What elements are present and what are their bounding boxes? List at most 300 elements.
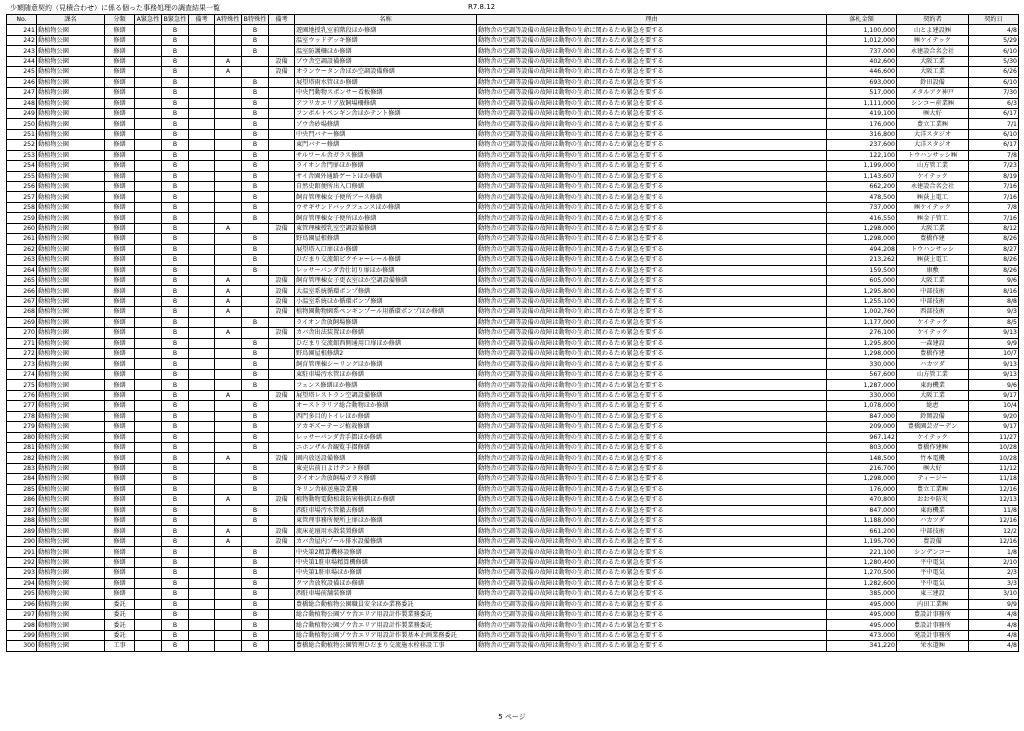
cell-note-2 bbox=[269, 599, 295, 609]
cell-contractor: 東海機業 bbox=[897, 505, 969, 515]
cell-no: 300 bbox=[7, 641, 37, 651]
cell-name: 東管理棟授乳室空調設備修繕 bbox=[295, 223, 477, 233]
table-row bbox=[7, 286, 1019, 296]
cell-reason: 動物舎の空調等設備の故障は動物の生命に関わるため緊急を要する bbox=[477, 589, 827, 599]
cell-urgency-a bbox=[135, 432, 162, 442]
cell-amount: 737,000 bbox=[827, 202, 897, 212]
cell-dept: 動植物公園 bbox=[37, 338, 105, 348]
cell-category: 修繕 bbox=[105, 244, 135, 254]
cell-note-1 bbox=[189, 609, 215, 619]
cell-note-2: 設備 bbox=[269, 390, 295, 400]
cell-no: 285 bbox=[7, 484, 37, 494]
cell-category: 修繕 bbox=[105, 369, 135, 379]
table-row bbox=[7, 182, 1019, 192]
cell-note-2 bbox=[269, 338, 295, 348]
cell-date: 1/8 bbox=[969, 547, 1019, 557]
cell-note-1 bbox=[189, 192, 215, 202]
cell-dept: 動植物公園 bbox=[37, 255, 105, 265]
cell-special-b bbox=[242, 56, 269, 66]
cell-name: ゾウ舎空調設備修繕 bbox=[295, 56, 477, 66]
cell-dept: 動植物公園 bbox=[37, 495, 105, 505]
cell-amount: 567,600 bbox=[827, 369, 897, 379]
cell-category: 修繕 bbox=[105, 474, 135, 484]
cell-reason: 動物舎の空調等設備の故障は動物の生命に関わるため緊急を要する bbox=[477, 88, 827, 98]
cell-reason: 動物舎の空調等設備の故障は動物の生命に関わるため緊急を要する bbox=[477, 432, 827, 442]
cell-contractor: ケイテック bbox=[897, 317, 969, 327]
cell-contractor: 平中電気 bbox=[897, 557, 969, 567]
cell-special-a bbox=[215, 35, 242, 45]
table-row bbox=[7, 557, 1019, 567]
cell-special-b: B bbox=[242, 630, 269, 640]
cell-reason: 動物舎の空調等設備の故障は動物の生命に関わるため緊急を要する bbox=[477, 380, 827, 390]
cell-special-a: A bbox=[215, 328, 242, 338]
cell-name: サイ舎園外通路ゲートほか修繕 bbox=[295, 171, 477, 181]
cell-urgency-b: B bbox=[162, 495, 189, 505]
cell-note-1 bbox=[189, 349, 215, 359]
cell-urgency-b: B bbox=[162, 547, 189, 557]
table-row bbox=[7, 463, 1019, 473]
cell-special-a bbox=[215, 401, 242, 411]
cell-no: 257 bbox=[7, 192, 37, 202]
cell-name: 温室ウッドデッキ修繕 bbox=[295, 35, 477, 45]
cell-special-b bbox=[242, 307, 269, 317]
cell-urgency-a bbox=[135, 108, 162, 118]
cell-name: 展望塔レストラン空調設備修繕 bbox=[295, 390, 477, 400]
cell-dept: 動植物公園 bbox=[37, 442, 105, 452]
cell-note-1 bbox=[189, 213, 215, 223]
cell-special-b: B bbox=[242, 108, 269, 118]
cell-category: 修繕 bbox=[105, 338, 135, 348]
cell-note-1 bbox=[189, 223, 215, 233]
results-table bbox=[6, 14, 1019, 652]
cell-dept: 動植物公園 bbox=[37, 77, 105, 87]
cell-urgency-b: B bbox=[162, 401, 189, 411]
cell-note-2 bbox=[269, 359, 295, 369]
cell-urgency-b: B bbox=[162, 67, 189, 77]
cell-note-1 bbox=[189, 46, 215, 56]
cell-contractor: ケイテック bbox=[897, 171, 969, 181]
cell-urgency-b: B bbox=[162, 56, 189, 66]
cell-category: 修繕 bbox=[105, 442, 135, 452]
cell-name: ニホンザル舎観覧手摺修繕 bbox=[295, 442, 477, 452]
cell-special-b: B bbox=[242, 589, 269, 599]
cell-special-a bbox=[215, 568, 242, 578]
cell-date: 2/3 bbox=[969, 568, 1019, 578]
cell-date: 7/23 bbox=[969, 161, 1019, 171]
cell-amount: 402,600 bbox=[827, 56, 897, 66]
cell-category: 修繕 bbox=[105, 422, 135, 432]
cell-name: 植物動物電動植栽防害修繕ほか修繕 bbox=[295, 495, 477, 505]
cell-reason: 動物舎の空調等設備の故障は動物の生命に関わるため緊急を要する bbox=[477, 234, 827, 244]
cell-special-b: B bbox=[242, 140, 269, 150]
cell-category: 修繕 bbox=[105, 505, 135, 515]
cell-note-1 bbox=[189, 140, 215, 150]
cell-urgency-a bbox=[135, 484, 162, 494]
cell-reason: 動物舎の空調等設備の故障は動物の生命に関わるため緊急を要する bbox=[477, 568, 827, 578]
cell-date: 8/27 bbox=[969, 244, 1019, 254]
cell-reason: 動物舎の空調等設備の故障は動物の生命に関わるため緊急を要する bbox=[477, 328, 827, 338]
cell-urgency-a bbox=[135, 620, 162, 630]
cell-date: 12/13 bbox=[969, 495, 1019, 505]
cell-note-2 bbox=[269, 432, 295, 442]
cell-name: 園内放送設備修繕 bbox=[295, 453, 477, 463]
cell-dept: 動植物公園 bbox=[37, 234, 105, 244]
table-row bbox=[7, 505, 1019, 515]
cell-date: 8/26 bbox=[969, 234, 1019, 244]
cell-special-a bbox=[215, 88, 242, 98]
cell-no: 243 bbox=[7, 46, 37, 56]
cell-no: 266 bbox=[7, 286, 37, 296]
table-row bbox=[7, 422, 1019, 432]
cell-note-1 bbox=[189, 77, 215, 87]
cell-urgency-a bbox=[135, 599, 162, 609]
cell-no: 280 bbox=[7, 432, 37, 442]
cell-note-2 bbox=[269, 77, 295, 87]
cell-special-a bbox=[215, 620, 242, 630]
cell-reason: 動物舎の空調等設備の故障は動物の生命に関わるため緊急を要する bbox=[477, 442, 827, 452]
cell-contractor: シンデンコー bbox=[897, 547, 969, 557]
cell-urgency-a bbox=[135, 265, 162, 275]
cell-contractor: ㈱金子管工 bbox=[897, 213, 969, 223]
cell-urgency-a bbox=[135, 255, 162, 265]
cell-special-b: B bbox=[242, 516, 269, 526]
cell-urgency-a bbox=[135, 202, 162, 212]
cell-dept: 動植物公園 bbox=[37, 401, 105, 411]
cell-contractor: ㈱ケイテック bbox=[897, 35, 969, 45]
cell-name: ゾウ舎砂場修繕 bbox=[295, 119, 477, 129]
cell-urgency-b: B bbox=[162, 77, 189, 87]
cell-name: 西駐車場前舗装修繕 bbox=[295, 589, 477, 599]
table-header-row bbox=[7, 15, 1019, 25]
cell-category: 修繕 bbox=[105, 223, 135, 233]
cell-note-2 bbox=[269, 108, 295, 118]
cell-date: 12/16 bbox=[969, 516, 1019, 526]
cell-note-2 bbox=[269, 213, 295, 223]
cell-reason: 動物舎の空調等設備の故障は動物の生命に関わるため緊急を要する bbox=[477, 77, 827, 87]
cell-dept: 動植物公園 bbox=[37, 296, 105, 306]
cell-reason: 動物舎の空調等設備の故障は動物の生命に関わるため緊急を要する bbox=[477, 359, 827, 369]
cell-category: 委託 bbox=[105, 599, 135, 609]
cell-date: 12/16 bbox=[969, 484, 1019, 494]
cell-urgency-a bbox=[135, 129, 162, 139]
cell-note-1 bbox=[189, 401, 215, 411]
cell-category: 修繕 bbox=[105, 307, 135, 317]
cell-special-b bbox=[242, 296, 269, 306]
cell-contractor: 大阪工業 bbox=[897, 390, 969, 400]
cell-urgency-b: B bbox=[162, 505, 189, 515]
cell-contractor: ㈱大好 bbox=[897, 108, 969, 118]
cell-note-2 bbox=[269, 140, 295, 150]
cell-dept: 動植物公園 bbox=[37, 349, 105, 359]
cell-no: 265 bbox=[7, 275, 37, 285]
cell-reason: 動物舎の空調等設備の故障は動物の生命に関わるため緊急を要する bbox=[477, 108, 827, 118]
cell-no: 261 bbox=[7, 234, 37, 244]
cell-amount: 847,000 bbox=[827, 505, 897, 515]
cell-no: 269 bbox=[7, 317, 37, 327]
cell-name: 温室防護柵ほか修繕 bbox=[295, 46, 477, 56]
cell-name: レッサーパンダ舎手摺ほか修繕 bbox=[295, 432, 477, 442]
cell-category: 修繕 bbox=[105, 25, 135, 35]
table-row bbox=[7, 536, 1019, 546]
cell-contractor: 豊立工業㈱ bbox=[897, 119, 969, 129]
cell-special-b: B bbox=[242, 474, 269, 484]
cell-urgency-a bbox=[135, 192, 162, 202]
cell-note-1 bbox=[189, 296, 215, 306]
cell-urgency-b: B bbox=[162, 150, 189, 160]
cell-reason: 動物舎の空調等設備の故障は動物の生命に関わるため緊急を要する bbox=[477, 422, 827, 432]
cell-date: 3/10 bbox=[969, 589, 1019, 599]
cell-special-b: B bbox=[242, 161, 269, 171]
cell-name: アカギズーテージ植栽修繕 bbox=[295, 422, 477, 432]
cell-date: 9/20 bbox=[969, 411, 1019, 421]
cell-amount: 1,280,400 bbox=[827, 557, 897, 567]
cell-urgency-b: B bbox=[162, 317, 189, 327]
cell-name: 遊園地授乳室前階段ほか修繕 bbox=[295, 25, 477, 35]
cell-urgency-a bbox=[135, 495, 162, 505]
cell-note-1 bbox=[189, 182, 215, 192]
cell-special-b: B bbox=[242, 578, 269, 588]
cell-special-a bbox=[215, 317, 242, 327]
cell-contractor: ㈱大好 bbox=[897, 463, 969, 473]
cell-category: 修繕 bbox=[105, 171, 135, 181]
cell-amount: 122,100 bbox=[827, 150, 897, 160]
table-row bbox=[7, 453, 1019, 463]
cell-special-b: B bbox=[242, 349, 269, 359]
cell-dept: 動植物公園 bbox=[37, 108, 105, 118]
table-row bbox=[7, 56, 1019, 66]
cell-name: ライオン舎放飼場ガラス修繕 bbox=[295, 474, 477, 484]
cell-date: 9/9 bbox=[969, 599, 1019, 609]
cell-special-a bbox=[215, 369, 242, 379]
cell-amount: 221,100 bbox=[827, 547, 897, 557]
cell-no: 241 bbox=[7, 25, 37, 35]
table-row bbox=[7, 244, 1019, 254]
cell-note-1 bbox=[189, 526, 215, 536]
cell-note-1 bbox=[189, 380, 215, 390]
table-row bbox=[7, 349, 1019, 359]
cell-special-a bbox=[215, 129, 242, 139]
cell-category: 修繕 bbox=[105, 234, 135, 244]
cell-urgency-a bbox=[135, 46, 162, 56]
cell-name: 展望塔雨水管ほか修繕 bbox=[295, 77, 477, 87]
cell-amount: 495,000 bbox=[827, 599, 897, 609]
cell-dept: 動植物公園 bbox=[37, 67, 105, 77]
cell-contractor: 豊橋作建 bbox=[897, 349, 969, 359]
cell-note-1 bbox=[189, 255, 215, 265]
cell-name: 植物園動物園系ペンギンプール用循環ポンプほか修繕 bbox=[295, 307, 477, 317]
cell-name: ウサギサンドバックフェンスほか修繕 bbox=[295, 202, 477, 212]
cell-contractor: 康敷 bbox=[897, 265, 969, 275]
cell-name: キリン舎移送施設業務 bbox=[295, 484, 477, 494]
cell-contractor: 豊設備 bbox=[897, 536, 969, 546]
cell-contractor: 豊橋園芸ガーデン bbox=[897, 422, 969, 432]
cell-note-1 bbox=[189, 599, 215, 609]
cell-note-2 bbox=[269, 609, 295, 619]
cell-note-2 bbox=[269, 98, 295, 108]
cell-category: 修繕 bbox=[105, 578, 135, 588]
cell-no: 299 bbox=[7, 630, 37, 640]
cell-name: 大温室系統循環ポンプ修繕 bbox=[295, 286, 477, 296]
cell-reason: 動物舎の空調等設備の故障は動物の生命に関わるため緊急を要する bbox=[477, 67, 827, 77]
cell-note-2 bbox=[269, 380, 295, 390]
cell-urgency-b: B bbox=[162, 202, 189, 212]
header-no: No. bbox=[7, 15, 37, 25]
cell-amount: 1,143,607 bbox=[827, 171, 897, 181]
cell-note-1 bbox=[189, 474, 215, 484]
cell-note-2 bbox=[269, 88, 295, 98]
cell-no: 295 bbox=[7, 589, 37, 599]
cell-date: 7/30 bbox=[969, 88, 1019, 98]
table-row bbox=[7, 589, 1019, 599]
cell-urgency-a bbox=[135, 589, 162, 599]
cell-date: 7/16 bbox=[969, 182, 1019, 192]
cell-no: 290 bbox=[7, 536, 37, 546]
cell-no: 258 bbox=[7, 202, 37, 212]
cell-urgency-b: B bbox=[162, 349, 189, 359]
cell-contractor: 鈴岡設備 bbox=[897, 411, 969, 421]
cell-note-1 bbox=[189, 317, 215, 327]
cell-contractor: 豊橋作建 bbox=[897, 234, 969, 244]
cell-note-2: 設備 bbox=[269, 307, 295, 317]
cell-urgency-b: B bbox=[162, 568, 189, 578]
cell-name: 小温室系統ほか循環ポンプ修繕 bbox=[295, 296, 477, 306]
cell-note-1 bbox=[189, 641, 215, 651]
cell-no: 264 bbox=[7, 265, 37, 275]
cell-category: 修繕 bbox=[105, 286, 135, 296]
cell-date: 11/18 bbox=[969, 474, 1019, 484]
cell-no: 289 bbox=[7, 526, 37, 536]
cell-category: 修繕 bbox=[105, 526, 135, 536]
cell-date: 8/26 bbox=[969, 265, 1019, 275]
cell-date: 6/26 bbox=[969, 67, 1019, 77]
cell-date: 12/16 bbox=[969, 536, 1019, 546]
cell-urgency-a bbox=[135, 140, 162, 150]
cell-contractor: 平中電気 bbox=[897, 568, 969, 578]
cell-date: 9/9 bbox=[969, 338, 1019, 348]
cell-note-2 bbox=[269, 129, 295, 139]
cell-date: 7/16 bbox=[969, 213, 1019, 223]
table-row bbox=[7, 98, 1019, 108]
cell-date: 9/13 bbox=[969, 328, 1019, 338]
cell-urgency-a bbox=[135, 453, 162, 463]
cell-note-2 bbox=[269, 192, 295, 202]
cell-note-1 bbox=[189, 338, 215, 348]
table-row bbox=[7, 25, 1019, 35]
cell-urgency-b: B bbox=[162, 390, 189, 400]
cell-urgency-b: B bbox=[162, 630, 189, 640]
cell-dept: 動植物公園 bbox=[37, 202, 105, 212]
cell-special-b: B bbox=[242, 234, 269, 244]
cell-contractor: 中部技術 bbox=[897, 286, 969, 296]
cell-no: 273 bbox=[7, 359, 37, 369]
cell-dept: 動植物公園 bbox=[37, 223, 105, 233]
cell-special-a: A bbox=[215, 453, 242, 463]
cell-reason: 動物舎の空調等設備の故障は動物の生命に関わるため緊急を要する bbox=[477, 369, 827, 379]
cell-dept: 動植物公園 bbox=[37, 390, 105, 400]
cell-date: 8/16 bbox=[969, 286, 1019, 296]
cell-contractor: 豊設計事務所 bbox=[897, 609, 969, 619]
cell-no: 245 bbox=[7, 67, 37, 77]
cell-urgency-a bbox=[135, 98, 162, 108]
cell-urgency-a bbox=[135, 578, 162, 588]
cell-special-b: B bbox=[242, 182, 269, 192]
cell-special-b: B bbox=[242, 380, 269, 390]
cell-special-a: A bbox=[215, 536, 242, 546]
cell-note-2: 設備 bbox=[269, 536, 295, 546]
cell-special-a bbox=[215, 150, 242, 160]
table-row bbox=[7, 401, 1019, 411]
cell-note-2 bbox=[269, 25, 295, 35]
cell-urgency-b: B bbox=[162, 213, 189, 223]
cell-urgency-a bbox=[135, 286, 162, 296]
table-row bbox=[7, 432, 1019, 442]
cell-no: 259 bbox=[7, 213, 37, 223]
page-number: 5 ページ bbox=[498, 713, 526, 721]
cell-urgency-b: B bbox=[162, 463, 189, 473]
header-urgency-b: B緊急性 bbox=[162, 15, 189, 25]
table-body bbox=[7, 25, 1019, 651]
header-dept: 課名 bbox=[37, 15, 105, 25]
cell-date: 9/6 bbox=[969, 275, 1019, 285]
table-row bbox=[7, 234, 1019, 244]
cell-special-a bbox=[215, 182, 242, 192]
cell-no: 255 bbox=[7, 171, 37, 181]
cell-contractor: 竹本電機 bbox=[897, 453, 969, 463]
cell-urgency-a bbox=[135, 411, 162, 421]
cell-contractor: 中部技術 bbox=[897, 296, 969, 306]
cell-name: 中央第1駐車場精算機修繕 bbox=[295, 557, 477, 567]
cell-amount: 1,002,760 bbox=[827, 307, 897, 317]
cell-note-2 bbox=[269, 484, 295, 494]
cell-reason: 動物舎の空調等設備の故障は動物の生命に関わるため緊急を要する bbox=[477, 161, 827, 171]
table-row bbox=[7, 46, 1019, 56]
cell-urgency-b: B bbox=[162, 35, 189, 45]
cell-note-1 bbox=[189, 328, 215, 338]
cell-date: 6/10 bbox=[969, 46, 1019, 56]
cell-dept: 動植物公園 bbox=[37, 422, 105, 432]
cell-special-b: B bbox=[242, 35, 269, 45]
cell-category: 修繕 bbox=[105, 359, 135, 369]
cell-no: 296 bbox=[7, 599, 37, 609]
cell-dept: 動植物公園 bbox=[37, 589, 105, 599]
table-row bbox=[7, 171, 1019, 181]
cell-special-a bbox=[215, 474, 242, 484]
cell-no: 286 bbox=[7, 495, 37, 505]
cell-special-a bbox=[215, 578, 242, 588]
cell-special-a bbox=[215, 463, 242, 473]
header-note-1: 備考 bbox=[189, 15, 215, 25]
table-row bbox=[7, 67, 1019, 77]
cell-amount: 693,000 bbox=[827, 77, 897, 87]
cell-note-1 bbox=[189, 25, 215, 35]
cell-urgency-a bbox=[135, 234, 162, 244]
cell-dept: 動植物公園 bbox=[37, 516, 105, 526]
cell-category: 修繕 bbox=[105, 119, 135, 129]
cell-amount: 237,600 bbox=[827, 140, 897, 150]
cell-dept: 動植物公園 bbox=[37, 88, 105, 98]
cell-no: 272 bbox=[7, 349, 37, 359]
cell-name: 東門バナー修繕 bbox=[295, 140, 477, 150]
cell-no: 246 bbox=[7, 77, 37, 87]
cell-urgency-a bbox=[135, 442, 162, 452]
cell-dept: 動植物公園 bbox=[37, 432, 105, 442]
cell-contractor: シンコー産業㈱ bbox=[897, 98, 969, 108]
cell-no: 251 bbox=[7, 129, 37, 139]
cell-no: 252 bbox=[7, 140, 37, 150]
cell-date: 8/26 bbox=[969, 255, 1019, 265]
cell-reason: 動物舎の空調等設備の故障は動物の生命に関わるため緊急を要する bbox=[477, 150, 827, 160]
cell-special-a: A bbox=[215, 223, 242, 233]
